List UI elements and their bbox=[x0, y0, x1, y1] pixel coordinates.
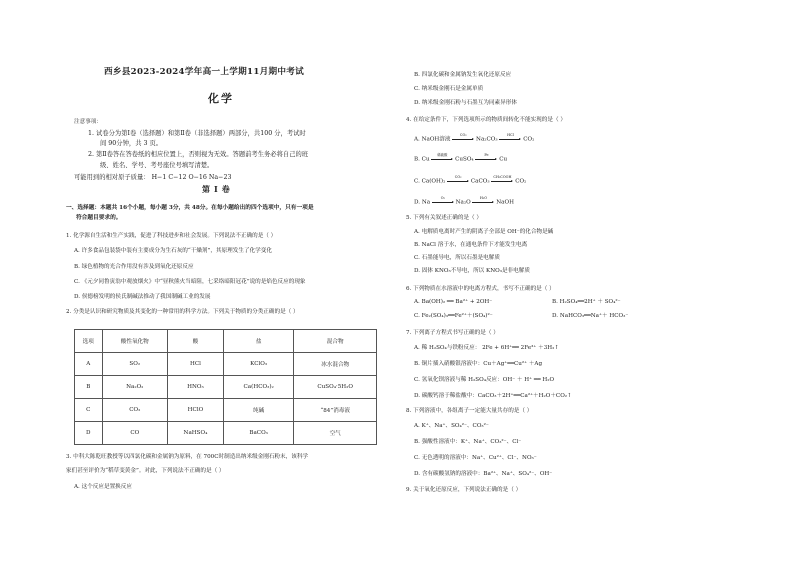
q4-b-from: B. Cu bbox=[414, 156, 430, 163]
q4-d-mid: Na₂O bbox=[455, 199, 471, 206]
q1-option-c: C. 《元夕同鲁寅翁中观放烟火》中“昼秋熊火当暗阻，七采络暗阳冠花”说的是焰色反应的现象 bbox=[74, 279, 306, 285]
q4-option-b bbox=[414, 152, 508, 164]
q8-option-a: A. K⁺、Na⁺、SO₄²⁻、CO₃²⁻ bbox=[414, 423, 489, 429]
q6-option-b: B. H₂SO₄══2H⁺ ＋ SO₄²⁻ bbox=[552, 299, 621, 305]
q4-option-a bbox=[414, 132, 535, 144]
q4-d-cond1: O₂ bbox=[440, 195, 445, 200]
q8-option-c: C. 无色透明的溶液中：Na⁺、Cu²⁺、Cl⁻、NO₃⁻ bbox=[414, 455, 537, 461]
q6-option-a: A. Ba(OH)₂ ══ Ba²⁺ + 2OH⁻ bbox=[414, 299, 493, 305]
q9-stem: 9. 关于氧化还原反应，下列说法正确的是（ ） bbox=[406, 487, 522, 493]
volume-heading: 第Ⅰ卷 bbox=[202, 184, 234, 194]
q8-option-b: B. 强酸性溶液中：K⁺、Na⁺、CO₃²⁻、Cl⁻ bbox=[414, 439, 522, 445]
section1-line2: 符合题目要求的。 bbox=[76, 215, 122, 221]
q4-c-cond2: CH₃COOH bbox=[493, 174, 512, 179]
q4-option-d bbox=[414, 195, 514, 207]
q4-a-cond1: CO₂ bbox=[459, 132, 467, 137]
q7-stem: 7. 下列离子方程式书写正确的是（ ） bbox=[406, 330, 499, 336]
table-row bbox=[75, 399, 377, 422]
reaction-arrow-icon bbox=[432, 195, 454, 205]
q4-b-cond1: 稀硫酸 bbox=[437, 152, 448, 157]
q4-a-mid: Na₂CO₃ bbox=[476, 136, 498, 143]
q4-b-mid: CuSO₄ bbox=[455, 156, 474, 163]
q6-option-c: C. Fe₂(SO₄)₃══Fe²⁺＋(SO₄)²⁻ bbox=[414, 313, 493, 319]
q6-option-d: D. NaHCO₃══Na⁺＋ HCO₃⁻ bbox=[552, 313, 629, 319]
note-2a: 2. 第Ⅱ卷答在答卷纸的相应位置上，否则视为无效。答题前考生务必将自己的班 bbox=[88, 151, 309, 158]
note-1b: 间 90分钟，共 3 页。 bbox=[100, 140, 163, 147]
q5-option-d: D. 固体 KNO₃不导电，所以 KNO₃是非电解质 bbox=[414, 268, 530, 274]
q4-d-from: D. Na bbox=[414, 199, 431, 206]
table-cell: HNO₃ bbox=[167, 376, 223, 399]
q4-c-mid: CaCO₃ bbox=[470, 178, 490, 185]
q5-option-a: A. 电解质电离时产生的阴离子全部是 OH⁻的化合物是碱 bbox=[414, 229, 554, 235]
notes-heading: 注意事项： bbox=[74, 119, 102, 125]
table-cell: B bbox=[75, 376, 103, 399]
q8-option-d: D. 含有碳酸氢钠的溶液中：Ba²⁺、Na⁺、SO₄²⁻、OH⁻ bbox=[414, 471, 553, 477]
section1-line1: 一、选择题：本题共 16个小题，每小题 3分，共 48分。在每小题给出的四个选项中，只有一项是 bbox=[66, 205, 314, 211]
q2-stem: 2. 分类是认识和研究物质及其变化的一种常用的科学方法。下列关于物质的分类正确的是（ ） bbox=[66, 309, 299, 315]
q4-a-to: CO₂ bbox=[523, 136, 535, 143]
q3-option-d: D. 纳米级金刚石粉与石墨互为同素异形体 bbox=[414, 100, 517, 106]
table-header: 盐 bbox=[223, 330, 293, 353]
q1-stem: 1. 化学源自生活和生产实践，促进了科技进步和社会发展。下列说法不正确的是（ ） bbox=[66, 233, 277, 239]
q4-c-to: CO₂ bbox=[515, 178, 527, 185]
atomic-masses: 可能用到的相对原子质量： H−1 C−12 O−16 Na−23 bbox=[74, 174, 232, 181]
table-cell: A bbox=[75, 353, 103, 376]
table-cell: C bbox=[75, 399, 103, 422]
table-cell: CO₂ bbox=[102, 399, 167, 422]
q4-d-cond2: H₂O bbox=[479, 195, 488, 200]
table-cell: CuSO₄·5H₂O bbox=[294, 376, 377, 399]
subject-title: 化学 bbox=[208, 92, 234, 105]
classification-table bbox=[74, 329, 377, 445]
reaction-arrow-icon bbox=[431, 152, 453, 162]
reaction-arrow-icon bbox=[452, 132, 474, 142]
q4-d-to: NaOH bbox=[496, 199, 514, 206]
reaction-arrow-icon bbox=[499, 132, 521, 142]
q6-stem: 6. 下列物质在水溶液中的电离方程式，书写不正确的是（ ） bbox=[406, 286, 555, 292]
q1-option-a: A. 许多食品包装袋中装有主要成分为生石灰的“干燥剂”，其原理发生了化学变化 bbox=[74, 248, 272, 254]
q3-stem-2: 家们甚至评价为“稻草变黄金”。对此，下列说法不正确的是（ ） bbox=[66, 468, 225, 474]
q4-b-to: Cu bbox=[499, 156, 508, 163]
table-header: 酸 bbox=[167, 330, 223, 353]
table-cell: HCl bbox=[167, 353, 223, 376]
table-cell: NaHSO₄ bbox=[167, 422, 223, 445]
table-header: 酸性氧化物 bbox=[102, 330, 167, 353]
note-2b: 级、姓名、学号、考号座位号填写清楚。 bbox=[100, 162, 214, 169]
reaction-arrow-icon bbox=[475, 152, 497, 162]
table-header: 混合物 bbox=[294, 330, 377, 353]
reaction-arrow-icon bbox=[491, 174, 513, 184]
q4-a-from: A. NaOH溶液 bbox=[414, 136, 451, 143]
q4-b-cond2: Fe bbox=[484, 152, 489, 157]
q4-a-cond2: HCl bbox=[507, 132, 514, 137]
table-cell: Ca(HCO₃)₂ bbox=[223, 376, 293, 399]
table-cell: 冰水混合物 bbox=[294, 353, 377, 376]
q3-option-a: A. 这个反应是置换反应 bbox=[74, 484, 132, 490]
table-row bbox=[75, 376, 377, 399]
q1-option-b: B. 绿色植物的光合作用没有涉及到氧化还原反应 bbox=[74, 264, 194, 270]
q5-option-c: C. 石墨能导电，所以石墨是电解质 bbox=[414, 255, 500, 261]
table-cell: D bbox=[75, 422, 103, 445]
q4-stem: 4. 在给定条件下，下列选项所示的物质间转化不能实现的是（ ） bbox=[406, 117, 566, 123]
table-row bbox=[75, 353, 377, 376]
q7-option-b: B. 铜片插入硝酸银溶液中：Cu＋Ag⁺══Cu²⁺ ＋Ag bbox=[414, 361, 543, 367]
table-cell: Na₂O₂ bbox=[102, 376, 167, 399]
table-cell: “84”消毒液 bbox=[294, 399, 377, 422]
q4-c-cond1: CO₂ bbox=[454, 174, 462, 179]
q5-option-b: B. NaCl 溶于水，在通电条件下才能发生电离 bbox=[414, 242, 528, 248]
q4-option-c bbox=[414, 174, 527, 186]
q3-option-c: C. 纳米级金刚石是金属单质 bbox=[414, 86, 484, 92]
table-cell: KClO₃ bbox=[223, 353, 293, 376]
q3-option-b: B. 四氯化碳和金属钠发生氧化还原反应 bbox=[414, 72, 512, 78]
table-cell: HClO bbox=[167, 399, 223, 422]
q7-option-a: A. 稀 H₂SO₄与铁粉反应： 2Fe + 6H⁺══ 2Fe³⁺ ＋3H₂↑ bbox=[414, 345, 560, 351]
q8-stem: 8. 下列溶液中，各组离子一定能大量共存的是（ ） bbox=[406, 408, 533, 414]
q5-stem: 5. 下列有关叙述正确的是（ ） bbox=[406, 215, 483, 221]
table-header-row bbox=[75, 330, 377, 353]
q1-option-d: D. 侯德榜发明的侯氏制碱法推动了我国制碱工业的发展 bbox=[74, 294, 211, 300]
table-cell: SO₂ bbox=[102, 353, 167, 376]
table-cell: 纯碱 bbox=[223, 399, 293, 422]
q7-option-c: C. 氢氧化钡溶液与稀 H₂SO₄反应：OH⁻ ＋ H⁺ ══ H₂O bbox=[414, 377, 555, 383]
q3-stem-1: 3. 中科大陈乾旺教授等以四氯化碳和金属钠为原料，在 700C时制造出纳米级金刚石粉末，该科学 bbox=[66, 454, 309, 460]
reaction-arrow-icon bbox=[447, 174, 469, 184]
table-cell: 空气 bbox=[294, 422, 377, 445]
table-row bbox=[75, 422, 377, 445]
note-1a: 1. 试卷分为第Ⅰ卷（选择题）和第Ⅱ卷（非选择题）两部分，共100 分，考试时 bbox=[88, 130, 306, 137]
table-cell: BaCO₃ bbox=[223, 422, 293, 445]
q7-option-d: D. 碳酸钙溶于稀盐酸中：CaCO₃＋2H⁺══Ca²⁺＋H₂O＋CO₂↑ bbox=[414, 393, 572, 399]
reaction-arrow-icon bbox=[472, 195, 494, 205]
table-header: 选项 bbox=[75, 330, 103, 353]
exam-title: 西乡县2023-2024学年高一上学期11月期中考试 bbox=[104, 67, 305, 77]
q4-c-from: C. Ca(OH)₂ bbox=[414, 178, 446, 185]
table-cell: CO bbox=[102, 422, 167, 445]
